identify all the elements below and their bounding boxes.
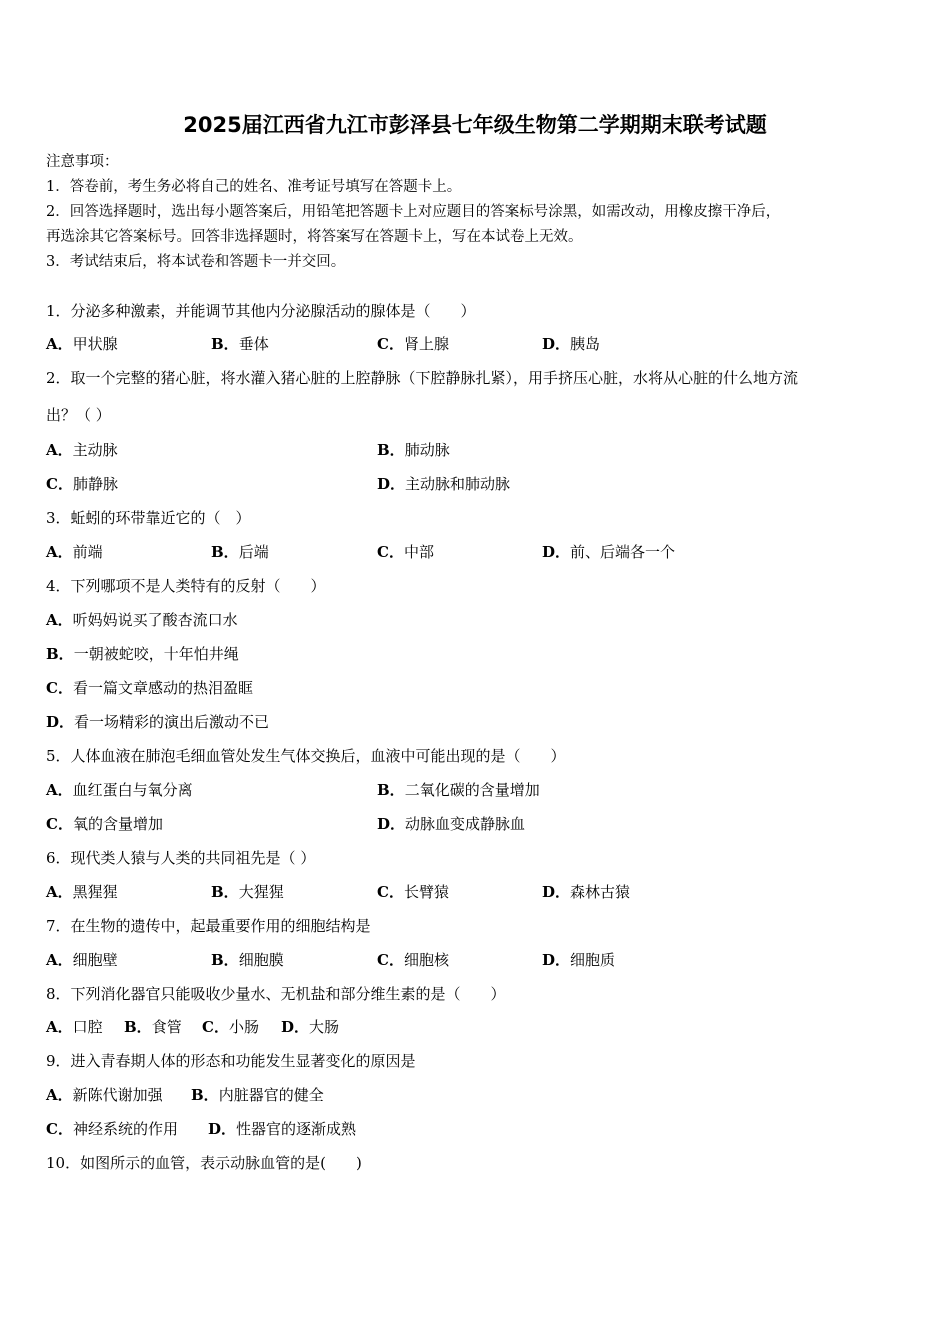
question-7-option-d [542, 950, 615, 970]
option-text: 后端 [238, 543, 269, 561]
option-text: 食管 [151, 1018, 182, 1036]
option-text: 肾上腺 [403, 335, 449, 353]
option-text: 看一篇文章感动的热泪盈眶 [72, 679, 253, 697]
option-letter: C． [46, 679, 73, 697]
option-letter: D． [377, 815, 406, 833]
option-text: 神经系统的作用 [72, 1120, 178, 1138]
option-letter: C． [377, 951, 404, 969]
option-letter: D． [208, 1120, 237, 1138]
option-text: 一朝被蛇咬，十年怕井绳 [73, 645, 239, 663]
question-5-option-c [46, 814, 163, 834]
question-1-text: 1．分泌多种激素，并能调节其他内分泌腺活动的腺体是（ ） [46, 302, 476, 320]
note-item: 2．回答选择题时，选出每小题答案后，用铅笔把答题卡上对应题目的答案标号涂黑，如需改动，用橡皮擦干净后， [46, 204, 781, 220]
question-9-option-d [208, 1119, 356, 1139]
option-letter: A． [46, 781, 73, 799]
option-letter: D． [542, 543, 571, 561]
question-5-text: 5．人体血液在肺泡毛细血管处发生气体交换后，血液中可能出现的是（ ） [46, 747, 566, 765]
option-letter: C． [377, 543, 404, 561]
option-text: 中部 [403, 543, 434, 561]
option-letter: D． [542, 951, 571, 969]
option-text: 主动脉和肺动脉 [405, 475, 511, 493]
question-6-text: 6．现代类人猿与人类的共同祖先是（ ） [46, 849, 316, 867]
page-title: 2025届江西省九江市彭泽县七年级生物第二学期期末联考试题 [183, 113, 767, 137]
question-5-option-a [46, 780, 193, 800]
option-letter: C． [46, 475, 73, 493]
option-text: 垂体 [238, 335, 269, 353]
option-text: 听妈妈说买了酸杏流口水 [72, 611, 238, 629]
option-text: 主动脉 [72, 441, 118, 459]
option-text: 氧的含量增加 [72, 815, 163, 833]
question-1-option-d [542, 334, 600, 354]
question-4-text: 4．下列哪项不是人类特有的反射（ ） [46, 577, 326, 595]
question-8-option-a [46, 1017, 103, 1037]
question-2-option-a [46, 440, 118, 460]
question-5-option-b [377, 780, 540, 800]
question-10-text: 10．如图所示的血管，表示动脉血管的是( ) [46, 1154, 362, 1172]
option-text: 甲状腺 [72, 335, 118, 353]
option-letter: C． [46, 1120, 73, 1138]
option-text: 看一场精彩的演出后激动不已 [74, 713, 270, 731]
option-text: 细胞质 [570, 951, 616, 969]
note-item: 再选涂其它答案标号。回答非选择题时，将答案写在答题卡上，写在本试卷上无效。 [46, 229, 583, 245]
option-letter: A． [46, 1086, 73, 1104]
option-text: 细胞核 [403, 951, 449, 969]
notes-heading: 注意事项： [46, 154, 119, 170]
question-9-option-c [46, 1119, 178, 1139]
option-text: 内脏器官的健全 [218, 1086, 324, 1104]
option-text: 黑猩猩 [72, 883, 118, 901]
question-4-option-c [46, 678, 253, 698]
question-3-text: 3．蚯蚓的环带靠近它的（ ） [46, 509, 251, 527]
question-1-option-c [377, 334, 449, 354]
option-letter: D． [281, 1018, 310, 1036]
option-text: 森林古猿 [570, 883, 631, 901]
question-1-option-a [46, 334, 118, 354]
question-4-option-a [46, 610, 238, 630]
question-8-text: 8．下列消化器官只能吸收少量水、无机盐和部分维生素的是（ ） [46, 985, 506, 1003]
option-letter: A． [46, 883, 73, 901]
question-2-text: 2．取一个完整的猪心脏，将水灌入猪心脏的上腔静脉（下腔静脉扎紧），用手挤压心脏，水将从心脏的什么地方流 [46, 369, 799, 387]
question-3-option-c [377, 542, 434, 562]
question-9-option-a [46, 1085, 163, 1105]
question-3-option-a [46, 542, 103, 562]
question-2-text-cont: 出？（ ） [46, 406, 111, 424]
option-letter: C． [377, 335, 404, 353]
question-2-option-d [377, 474, 510, 494]
option-letter: A． [46, 335, 73, 353]
question-8-option-d [281, 1017, 339, 1037]
question-7-option-b [211, 950, 284, 970]
option-text: 血红蛋白与氧分离 [72, 781, 193, 799]
option-letter: D． [377, 475, 406, 493]
option-letter: D． [542, 883, 571, 901]
option-letter: A． [46, 441, 73, 459]
option-text: 动脉血变成静脉血 [405, 815, 526, 833]
question-6-option-c [377, 882, 449, 902]
option-letter: B． [191, 1086, 219, 1104]
option-text: 大猩猩 [238, 883, 284, 901]
question-9-text: 9．进入青春期人体的形态和功能发生显著变化的原因是 [46, 1052, 416, 1070]
question-8-option-b [124, 1017, 182, 1037]
option-letter: B． [377, 781, 405, 799]
option-letter: B． [211, 883, 239, 901]
option-text: 前端 [72, 543, 103, 561]
option-letter: C． [46, 815, 73, 833]
question-3-option-b [211, 542, 269, 562]
option-text: 胰岛 [570, 335, 601, 353]
option-letter: C． [377, 883, 404, 901]
option-text: 小肠 [228, 1018, 259, 1036]
option-text: 大肠 [309, 1018, 340, 1036]
option-text: 细胞膜 [238, 951, 284, 969]
option-text: 口腔 [72, 1018, 103, 1036]
option-text: 细胞壁 [72, 951, 118, 969]
question-7-option-a [46, 950, 118, 970]
question-6-option-a [46, 882, 118, 902]
question-2-option-b [377, 440, 450, 460]
option-letter: D． [46, 713, 75, 731]
option-letter: C． [202, 1018, 229, 1036]
question-8-option-c [202, 1017, 259, 1037]
option-letter: B． [124, 1018, 152, 1036]
option-text: 前、后端各一个 [570, 543, 676, 561]
question-6-option-d [542, 882, 630, 902]
question-1-option-b [211, 334, 269, 354]
question-9-option-b [191, 1085, 324, 1105]
question-2-option-c [46, 474, 118, 494]
question-5-option-d [377, 814, 525, 834]
question-7-text: 7．在生物的遗传中，起最重要作用的细胞结构是 [46, 917, 371, 935]
question-6-option-b [211, 882, 284, 902]
option-letter: B． [211, 543, 239, 561]
option-text: 肺静脉 [72, 475, 118, 493]
option-letter: A． [46, 951, 73, 969]
option-letter: A． [46, 543, 73, 561]
option-letter: A． [46, 611, 73, 629]
option-letter: D． [542, 335, 571, 353]
question-4-option-b [46, 644, 239, 664]
note-item: 3．考试结束后，将本试卷和答题卡一并交回。 [46, 254, 346, 270]
option-text: 肺动脉 [404, 441, 450, 459]
note-item: 1．答卷前，考生务必将自己的姓名、准考证号填写在答题卡上。 [46, 179, 462, 195]
option-letter: B． [211, 951, 239, 969]
option-text: 长臂猿 [403, 883, 449, 901]
option-text: 新陈代谢加强 [72, 1086, 163, 1104]
option-text: 二氧化碳的含量增加 [404, 781, 540, 799]
option-letter: B． [211, 335, 239, 353]
option-letter: B． [377, 441, 405, 459]
option-text: 性器官的逐渐成熟 [236, 1120, 357, 1138]
option-letter: B． [46, 645, 74, 663]
option-letter: A． [46, 1018, 73, 1036]
question-7-option-c [377, 950, 449, 970]
question-4-option-d [46, 712, 269, 732]
question-3-option-d [542, 542, 675, 562]
